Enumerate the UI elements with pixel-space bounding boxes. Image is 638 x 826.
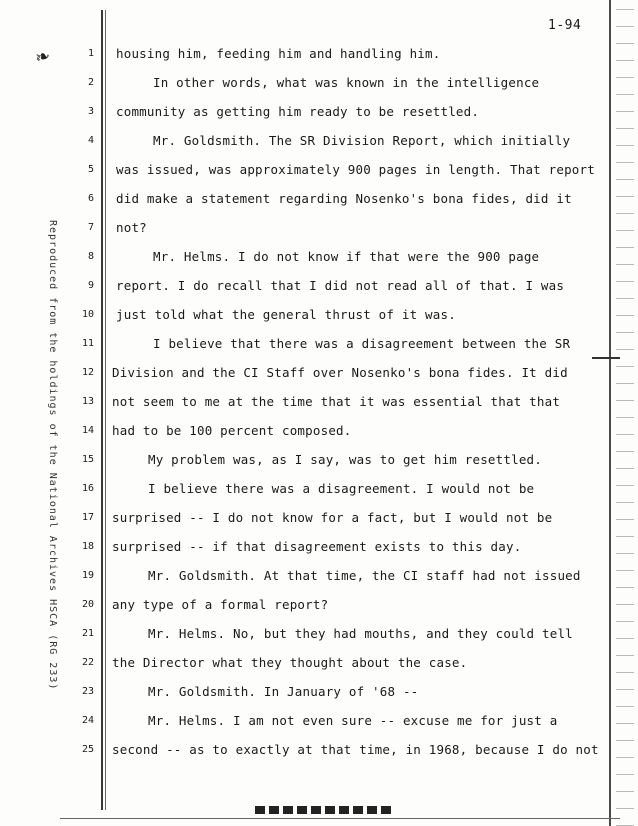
line-number: 14	[81, 425, 94, 436]
transcript-line: In other words, what was known in the intelligence	[153, 75, 540, 90]
line-number: 15	[81, 454, 94, 465]
line-number: 11	[81, 338, 94, 349]
line-number: 2	[87, 77, 94, 88]
transcript-line: had to be 100 percent composed.	[112, 423, 352, 438]
line-number: 16	[81, 483, 94, 494]
line-number: 21	[81, 628, 94, 639]
line-number: 5	[87, 164, 94, 175]
line-number: 8	[87, 251, 94, 262]
transcript-line: report. I do recall that I did not read all of that. I was	[116, 278, 565, 293]
margin-mark-icon: ❧	[32, 42, 53, 71]
line-number: 4	[87, 135, 94, 146]
margin-tick-mark	[592, 357, 620, 359]
footer-classification-stamp	[255, 806, 395, 814]
right-margin-rule	[609, 0, 611, 826]
line-number: 1	[87, 48, 94, 59]
transcript-line: Mr. Goldsmith. At that time, the CI staff had not issued	[148, 568, 581, 583]
transcript-line: Mr. Helms. I am not even sure -- excuse me for just a	[148, 713, 558, 728]
line-number: 20	[81, 599, 94, 610]
transcript-line: any type of a formal report?	[112, 597, 329, 612]
transcript-line: the Director what they thought about the case.	[112, 655, 468, 670]
line-number: 25	[81, 744, 94, 755]
line-number: 9	[87, 280, 94, 291]
transcript-line: I believe there was a disagreement. I would not be	[148, 481, 535, 496]
transcript-line: Mr. Helms. No, but they had mouths, and they could tell	[148, 626, 573, 641]
line-number: 22	[81, 657, 94, 668]
transcript-line: not?	[116, 220, 147, 235]
transcript-line: Mr. Goldsmith. In January of '68 --	[148, 684, 419, 699]
transcript-line: Division and the CI Staff over Nosenko's bona fides. It did	[112, 365, 568, 380]
line-number: 18	[81, 541, 94, 552]
bottom-rule	[60, 818, 620, 819]
transcript-line: was issued, was approximately 900 pages in length. That report	[116, 162, 595, 177]
line-number: 23	[81, 686, 94, 697]
transcript-line: Mr. Helms. I do not know if that were the 900 page	[153, 249, 540, 264]
transcript-line: housing him, feeding him and handling him.	[116, 46, 441, 61]
line-number: 19	[81, 570, 94, 581]
archival-note: Reproduced from the holdings of the National Archives HSCA (RG 233)	[47, 220, 58, 691]
transcript-line: just told what the general thrust of it was.	[116, 307, 456, 322]
line-number: 12	[81, 367, 94, 378]
line-number: 13	[81, 396, 94, 407]
transcript-line: I believe that there was a disagreement between the SR	[153, 336, 571, 351]
line-number: 6	[87, 193, 94, 204]
transcript-line: not seem to me at the time that it was essential that that	[112, 394, 561, 409]
line-number: 7	[87, 222, 94, 233]
left-margin-rule	[101, 10, 103, 810]
scan-edge-artifact	[616, 0, 634, 826]
transcript-line: Mr. Goldsmith. The SR Division Report, which initially	[153, 133, 571, 148]
line-number: 17	[81, 512, 94, 523]
transcript-line: surprised -- if that disagreement exists to this day.	[112, 539, 522, 554]
transcript-line: community as getting him ready to be resettled.	[116, 104, 480, 119]
transcript-line: did make a statement regarding Nosenko's bona fides, did it	[116, 191, 572, 206]
transcript-line: surprised -- I do not know for a fact, but I would not be	[112, 510, 553, 525]
page-number: 1-94	[548, 18, 582, 33]
transcript-line: My problem was, as I say, was to get him resettled.	[148, 452, 543, 467]
line-number: 3	[87, 106, 94, 117]
line-number: 10	[81, 309, 94, 320]
left-margin-rule-inner	[105, 10, 106, 810]
line-number: 24	[81, 715, 94, 726]
transcript-line: second -- as to exactly at that time, in 1968, because I do not	[112, 742, 599, 757]
